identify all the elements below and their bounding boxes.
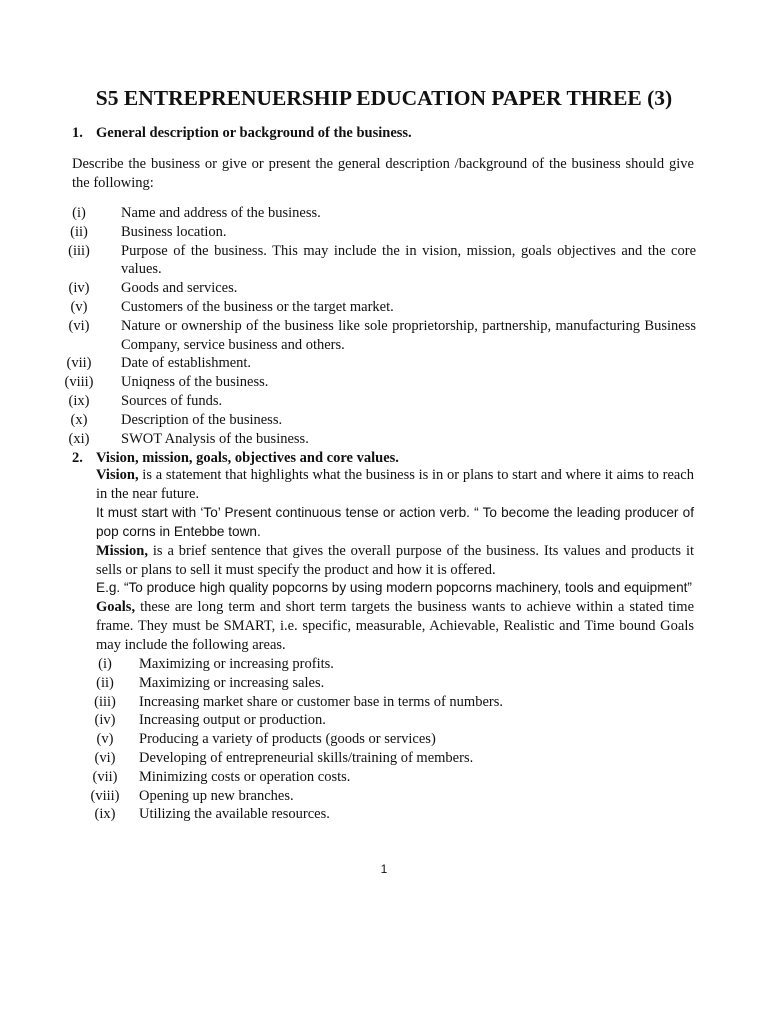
item-text: SWOT Analysis of the business. <box>121 430 309 447</box>
vision-text: is a statement that highlights what the business is in or plans to start and where it aims to reach in the near future. <box>96 467 694 502</box>
item-number: (i) <box>98 656 112 673</box>
page-number: 1 <box>380 862 388 876</box>
item-text: Description of the business. <box>121 411 283 428</box>
list-item <box>96 805 694 824</box>
vision-term: Vision, <box>96 467 139 483</box>
list-item <box>60 223 696 242</box>
item-text: Increasing output or production. <box>139 712 326 729</box>
item-number: (x) <box>70 411 88 428</box>
list-item <box>60 298 696 317</box>
item-number: (vi) <box>94 750 116 767</box>
item-text: Purpose of the business. This may include the in vision, mission, goals objectives and the core values. <box>121 242 696 278</box>
mission-example: E.g. “To produce high quality popcorns by using modern popcorns machinery, tools and equipment” <box>96 580 692 596</box>
item-text: Minimizing costs or operation costs. <box>139 768 351 785</box>
item-number: (viii) <box>64 374 94 391</box>
page-title: S5 ENTREPRENUERSHIP EDUCATION PAPER THREE (3) <box>95 86 673 110</box>
item-number: (v) <box>96 731 114 748</box>
item-number: (ii) <box>96 674 114 691</box>
section-2-heading-text: Vision, mission, goals, objectives and core values. <box>96 450 399 466</box>
list-item <box>60 204 696 223</box>
item-number: (v) <box>70 298 88 315</box>
item-text: Business location. <box>121 223 227 240</box>
list-item <box>60 354 696 373</box>
list-item <box>60 430 696 449</box>
list-item <box>60 411 696 430</box>
list-item <box>96 730 694 749</box>
goals-text: these are long term and short term targets the business wants to achieve within a stated time frame. They must be SMART, i.e. specific, measurable, Achievable, Realistic and Time bound Goals may include the following areas. <box>96 599 694 654</box>
goals-list <box>90 655 694 824</box>
item-number: (vi) <box>68 317 90 334</box>
item-text: Date of establishment. <box>121 355 252 372</box>
goals-paragraph <box>96 598 694 655</box>
item-text: Customers of the business or the target market. <box>121 298 394 315</box>
item-number: (viii) <box>90 787 120 804</box>
item-number: (iii) <box>68 242 90 259</box>
goals-term: Goals, <box>96 599 136 616</box>
item-text: Opening up new branches. <box>139 787 294 804</box>
list-item <box>96 674 694 693</box>
item-number: (vii) <box>66 355 92 372</box>
item-text: Increasing market share or customer base in terms of numbers. <box>139 693 503 710</box>
item-number: (iv) <box>68 280 90 297</box>
item-text: Uniqness of the business. <box>121 374 269 391</box>
item-number: (ii) <box>70 223 88 240</box>
item-text: Goods and services. <box>121 280 238 297</box>
item-text: Nature or ownership of the business like sole proprietorship, partnership, manufacturing Business Company, service business and others. <box>121 317 696 353</box>
mission-text: is a brief sentence that gives the overall purpose of the business. Its values and products it sells or plans to sell it must specify the product and how it is offered. <box>96 542 694 578</box>
vision-note: It must start with ‘To’ Present continuous tense or action verb. “ To become the leading producer of pop corns in Entebbe town. <box>96 504 694 539</box>
section-1-number: 1. <box>72 125 83 141</box>
list-item <box>96 749 694 768</box>
item-text: Utilizing the available resources. <box>139 806 330 823</box>
mission-paragraph <box>96 542 694 580</box>
item-text: Sources of funds. <box>121 392 223 409</box>
list-item <box>92 768 694 787</box>
item-number: (iv) <box>94 712 116 729</box>
section-2-body <box>90 466 694 824</box>
list-item <box>96 711 694 730</box>
list-item <box>60 279 696 298</box>
list-item <box>60 373 696 392</box>
section-1-intro: Describe the business or give or present the general description /background of the business should give the following: <box>72 156 694 191</box>
item-number: (i) <box>72 205 86 221</box>
mission-term: Mission, <box>96 542 148 559</box>
list-item <box>60 317 696 355</box>
item-number: (vii) <box>92 768 118 785</box>
item-text: Developing of entrepreneurial skills/training of members. <box>139 750 474 767</box>
section-1-heading-text: General description or background of the business. <box>96 125 412 141</box>
item-number: (xi) <box>68 430 90 447</box>
list-item <box>96 693 694 712</box>
item-number: (ix) <box>94 806 116 823</box>
section-2-heading <box>72 450 399 467</box>
item-text: Maximizing or increasing profits. <box>139 656 334 673</box>
item-text: Maximizing or increasing sales. <box>139 674 325 691</box>
section-1-heading <box>72 125 412 142</box>
section-1-list <box>60 204 696 448</box>
list-item <box>60 242 696 280</box>
list-item <box>96 655 694 674</box>
list-item <box>60 392 696 411</box>
item-text: Producing a variety of products (goods or services) <box>139 731 436 748</box>
item-text: Name and address of the business. <box>121 205 321 221</box>
list-item <box>90 787 694 806</box>
vision-paragraph <box>96 466 694 504</box>
item-number: (ix) <box>68 392 90 409</box>
item-number: (iii) <box>94 693 116 710</box>
section-2-number: 2. <box>72 450 83 466</box>
